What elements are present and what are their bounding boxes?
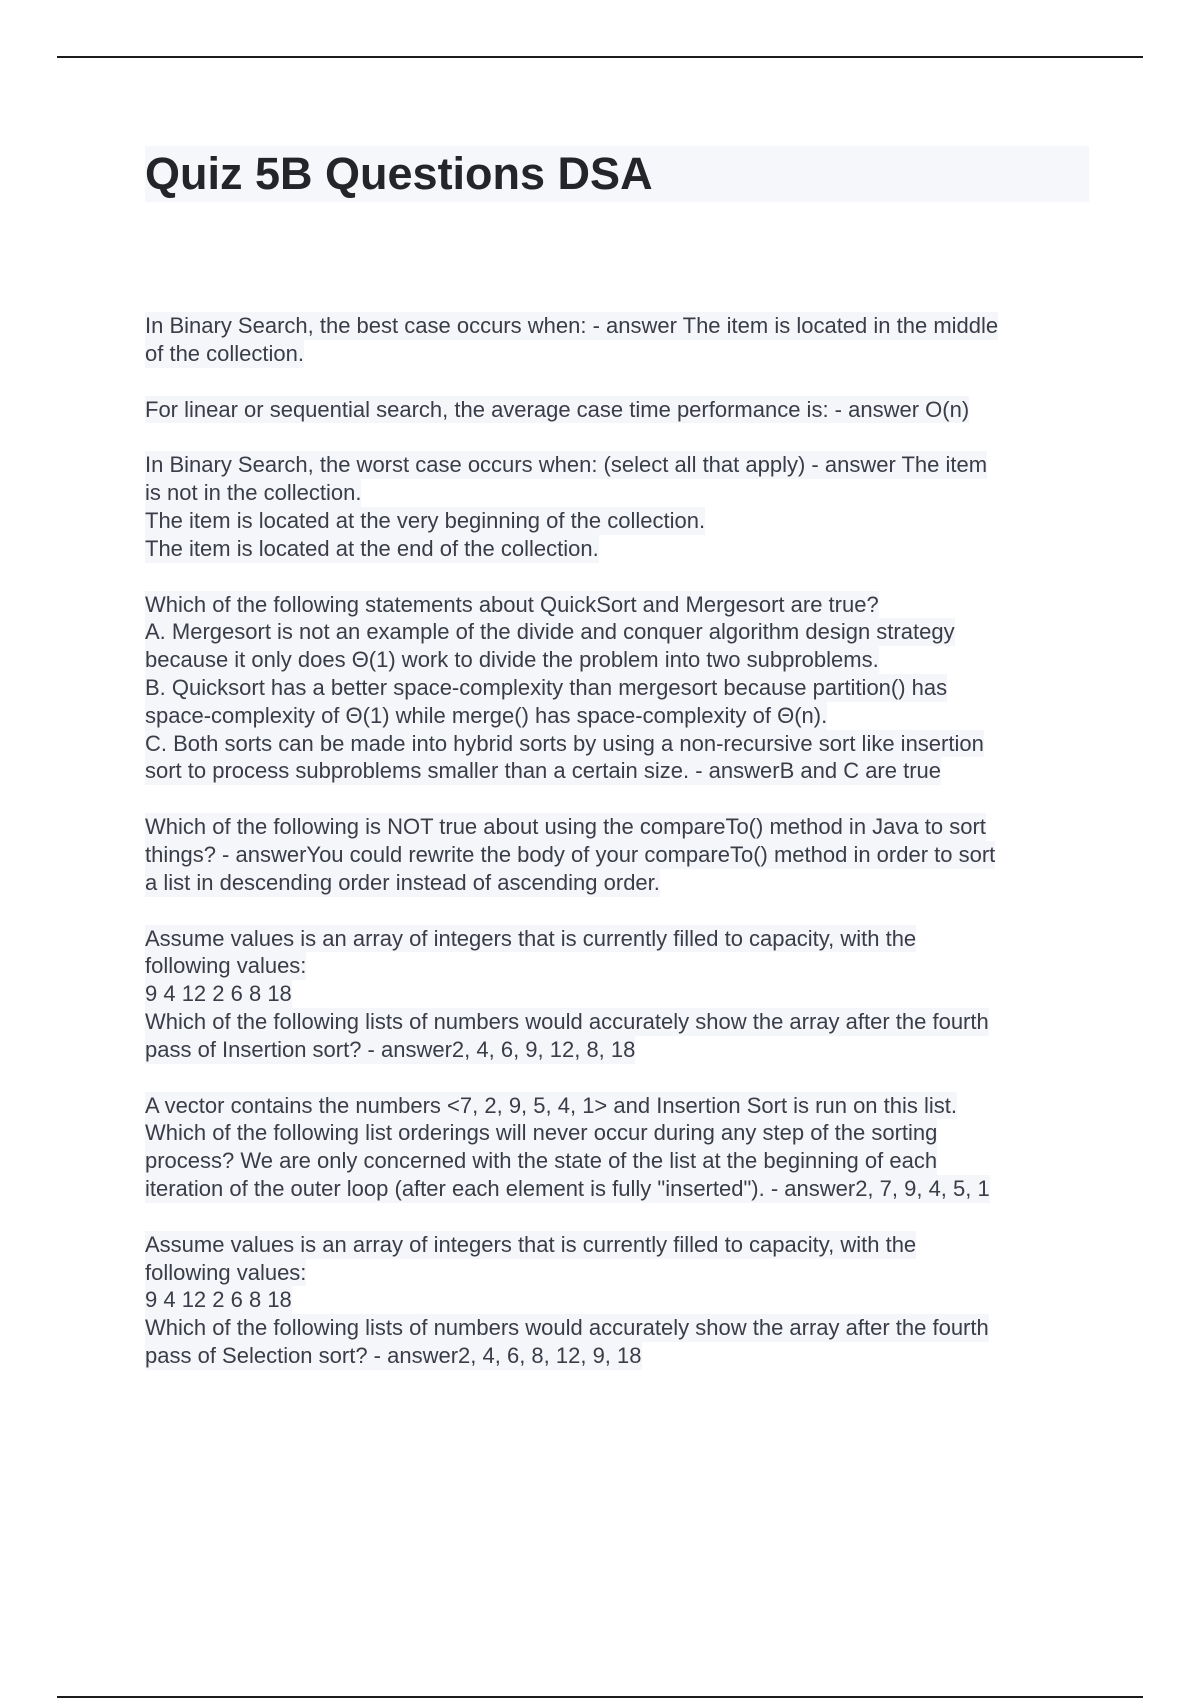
footer-rule [57,1696,1143,1698]
qa-line: iteration of the outer loop (after each element is fully "inserted"). - answer2, 7, 9, 4, 5, 1 [145,1175,990,1201]
qa-line: The item is located at the very beginning of the collection. [145,507,706,533]
qa-line: The item is located at the end of the collection. [145,535,599,561]
qa-line: Which of the following lists of numbers would accurately show the array after the fourth [145,1315,989,1341]
qa-line: sort to process subproblems smaller than a certain size. - answerB and C are true [145,758,942,784]
qa-line: B. Quicksort has a better space-complexity than mergesort because partition() has [145,674,948,700]
qa-line: following values: [145,1259,307,1285]
qa-line: 9 4 12 2 6 8 18 [145,1287,292,1313]
header-rule [57,56,1143,58]
qa-line: space-complexity of Θ(1) while merge() has space-complexity of Θ(n). [145,702,828,728]
qa-item [145,591,1089,786]
qa-item [145,1092,1089,1203]
qa-line: Assume values is an array of integers that is currently filled to capacity, with the [145,1231,917,1257]
qa-item [145,396,1089,424]
qa-line: 9 4 12 2 6 8 18 [145,981,292,1007]
qa-line: following values: [145,953,307,979]
qa-line: Which of the following lists of numbers would accurately show the array after the fourth [145,1008,989,1034]
qa-line: Assume values is an array of integers that is currently filled to capacity, with the [145,925,917,951]
qa-line: because it only does Θ(1) work to divide the problem into two subproblems. [145,647,879,673]
qa-line: C. Both sorts can be made into hybrid sorts by using a non-recursive sort like insertion [145,730,984,756]
qa-line: A. Mergesort is not an example of the divide and conquer algorithm design strategy [145,619,955,645]
qa-item [145,813,1089,896]
qa-line: A vector contains the numbers <7, 2, 9, 5, 4, 1> and Insertion Sort is run on this list. [145,1092,958,1118]
qa-item [145,925,1089,1064]
qa-line: Which of the following statements about QuickSort and Mergesort are true? [145,591,879,617]
qa-item [145,451,1089,562]
qa-line: pass of Selection sort? - answer2, 4, 6, 8, 12, 9, 18 [145,1342,642,1368]
qa-item [145,312,1089,368]
qa-line: pass of Insertion sort? - answer2, 4, 6, 9, 12, 8, 18 [145,1036,636,1062]
qa-line: Which of the following list orderings will never occur during any step of the sorting [145,1120,938,1146]
qa-line: In Binary Search, the best case occurs when: - answer The item is located in the middle [145,313,999,338]
qa-line: of the collection. [145,340,304,366]
qa-item [145,1231,1089,1370]
page-title: Quiz 5B Questions DSA [145,146,1089,202]
qa-list [145,312,1089,1398]
qa-line: Which of the following is NOT true about using the compareTo() method in Java to sort [145,814,986,840]
qa-line: a list in descending order instead of ascending order. [145,869,660,895]
qa-line: For linear or sequential search, the average case time performance is: - answer O(n) [145,396,970,422]
qa-line: things? - answerYou could rewrite the body of your compareTo() method in order to sort [145,841,996,867]
qa-line: In Binary Search, the worst case occurs when: (select all that apply) - answer The item [145,452,988,478]
qa-line: process? We are only concerned with the state of the list at the beginning of each [145,1148,938,1174]
qa-line: is not in the collection. [145,480,362,506]
